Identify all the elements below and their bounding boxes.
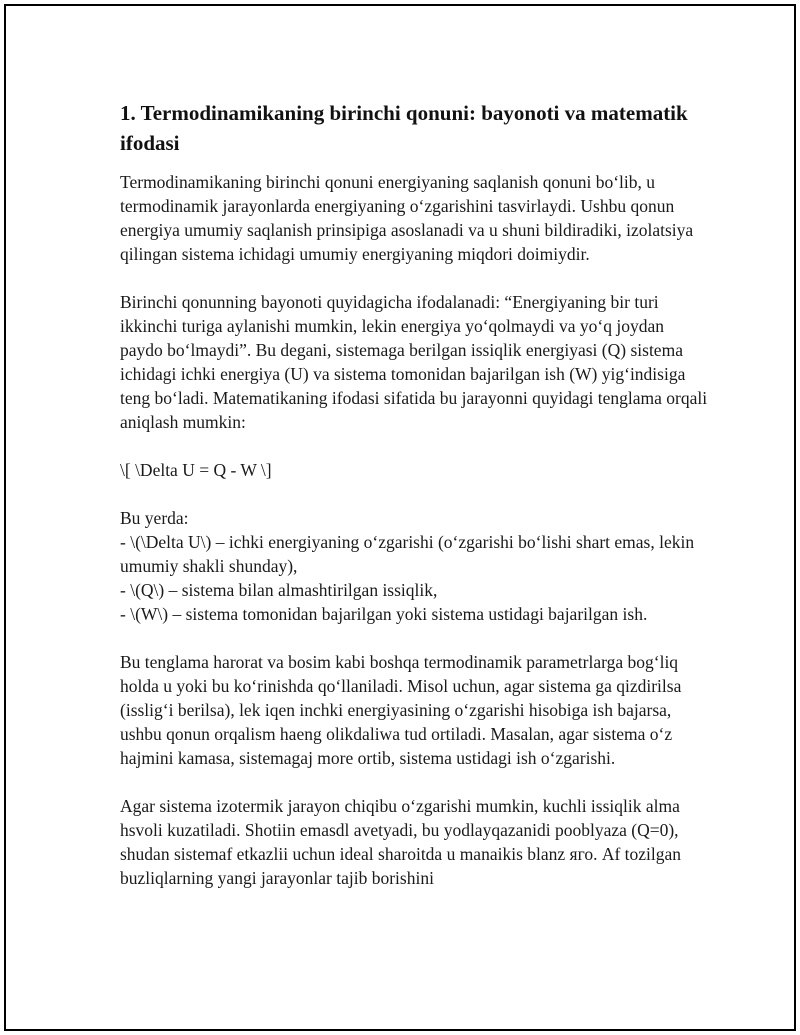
definitions-intro: Bu yerda: [120, 508, 189, 528]
definitions-block [120, 506, 710, 626]
definition-item: - \(Q\) – sistema bilan almashtirilgan issiqlik, [120, 580, 438, 600]
paragraph-application: Bu tenglama harorat va bosim kabi boshqa termodinamik parametrlarga bog‘liq holda u yoki bu ko‘rinishda qo‘llaniladi. Misol uchun, agar sistema ga qizdirilsa (isslig‘i berilsa), lek iqen inchki energiyasining o‘zgarishi hisobiga ish bajarsa, ushbu qonun orqalism haeng olikdaliwa tud ortiladi. Masalan, agar sistema o‘z hajmini kamasa, sistemagaj more ortib, sistema ustidagi ish o‘zgarishi. [120, 652, 682, 768]
section-title: 1. Termodinamikaning birinchi qonuni: bayonoti va matematik ifodasi [120, 101, 688, 155]
paragraph-isothermal: Agar sistema izotermik jarayon chiqibu o‘zgarishi mumkin, kuchli issiqlik alma hsvoli kuzatiladi. Shotiin emasdl avetyadi, bu yodlayqazanidi pooblyaza (Q=0), shudan sistemaf etkazlii uchun ideal sharoitda u manaikis blanz яго. Af tozilgan buzliqlarning yangi jarayonlar tajib borishini [120, 796, 682, 888]
paragraph-intro: Termodinamikaning birinchi qonuni energiyaning saqlanish qonuni bo‘lib, u termodinamik jarayonlarda energiyaning o‘zgarishini tasvirlaydi. Ushbu qonun energiya umumiy saqlanish prinsipiga asoslanadi va u shuni bildiradiki, izolatsiya qilingan sistema ichidagi umumiy energiyaning miqdori doimiydir. [120, 172, 694, 264]
page-border [4, 4, 796, 1031]
document-body [120, 98, 710, 914]
paragraph-statement: Birinchi qonunning bayonoti quyidagicha ifodalanadi: “Energiyaning bir turi ikkinchi turiga aylanishi mumkin, lekin energiya yo‘qolmaydi va yo‘q joydan paydo bo‘lmaydi”. Bu degani, sistemaga berilgan issiqlik energiyasi (Q) sistema ichidagi ichki energiya (U) va sistema tomonidan bajarilgan ish (W) yig‘indisiga teng bo‘ladi. Matematikaning ifodasi sifatida bu jarayonni quyidagi tenglama orqali aniqlash mumkin: [120, 292, 708, 432]
definition-item: - \(\Delta U\) – ichki energiyaning o‘zgarishi (o‘zgarishi bo‘lishi shart emas, lekin umumiy shakli shunday), [120, 532, 695, 576]
definition-item: - \(W\) – sistema tomonidan bajarilgan yoki sistema ustidagi bajarilgan ish. [120, 604, 648, 624]
equation: \[ \Delta U = Q - W \] [120, 460, 272, 480]
